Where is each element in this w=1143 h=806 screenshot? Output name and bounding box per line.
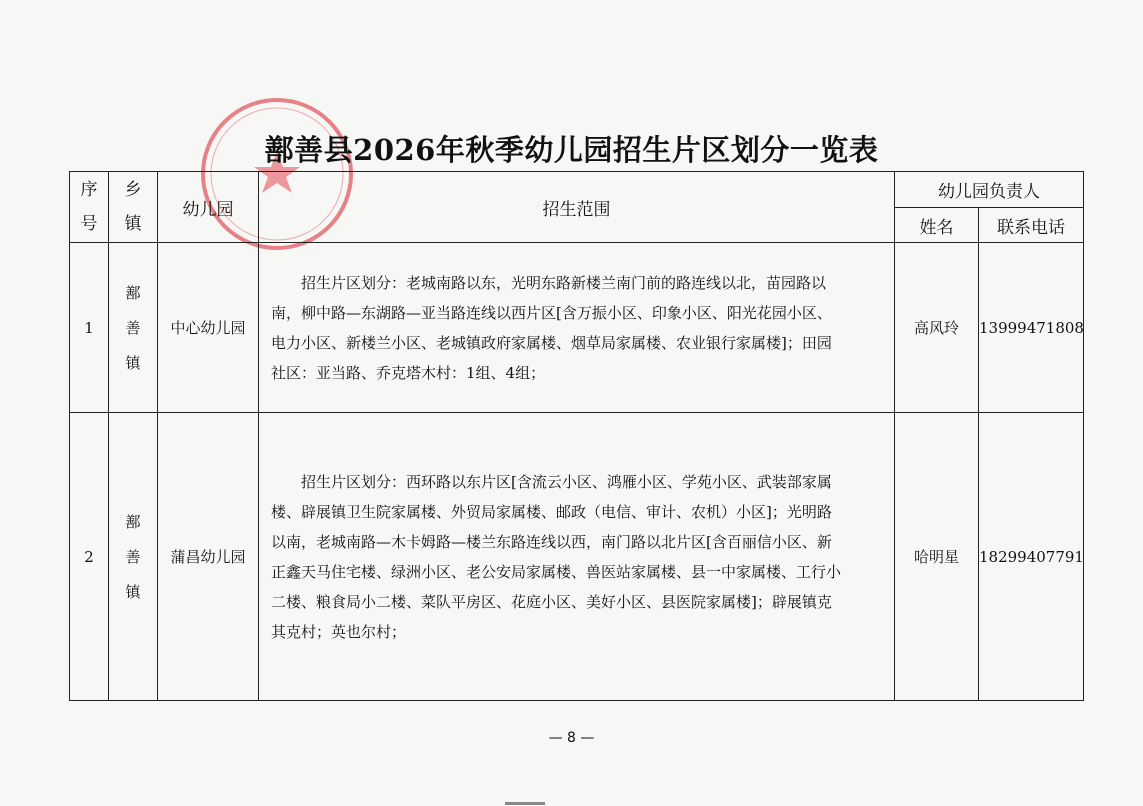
range-line: 正鑫天马住宅楼、绿洲小区、老公安局家属楼、兽医站家属楼、县一中家属楼、工行小 xyxy=(271,562,842,581)
range-line-text: 招生片区划分：老城南路以东，光明东路新楼兰南门前的路连线以北，苗园路以 xyxy=(301,273,827,292)
row-range xyxy=(259,413,895,701)
row-kindergarten: 蒲昌幼儿园 xyxy=(158,413,259,701)
table-row xyxy=(70,243,1084,413)
range-line-text: 招生片区划分：西环路以东片区[含流云小区、鸿雁小区、学苑小区、武装部家属 xyxy=(301,472,832,491)
range-line: 其克村；英也尔村； xyxy=(271,622,407,641)
header-director-group: 幼儿园负责人 xyxy=(895,172,1084,208)
row-town-char: 善 xyxy=(125,319,141,337)
range-line: 二楼、粮食局小二楼、菜队平房区、花庭小区、美好小区、县医院家属楼]；辟展镇克 xyxy=(271,592,832,611)
header-seq xyxy=(70,172,109,243)
page-title: 鄯善县2026年秋季幼儿园招生片区划分一览表 xyxy=(264,133,879,167)
page-number: — 8 — xyxy=(548,730,595,746)
header-phone: 联系电话 xyxy=(979,208,1084,243)
row-range xyxy=(259,243,895,413)
row-town-char: 善 xyxy=(125,548,141,566)
scan-artifact xyxy=(505,802,545,805)
row-seq: 2 xyxy=(70,413,109,701)
range-line: 社区：亚当路、乔克塔木村：1组、4组； xyxy=(271,363,546,382)
header-town-bottom: 镇 xyxy=(124,214,142,234)
header-range: 招生范围 xyxy=(259,172,895,243)
row-kindergarten: 中心幼儿园 xyxy=(158,243,259,413)
row-town-char: 鄯 xyxy=(125,284,141,302)
header-name: 姓名 xyxy=(895,208,979,243)
row-town-char: 镇 xyxy=(125,354,141,372)
row-phone: 13999471808 xyxy=(979,243,1084,413)
header-town xyxy=(109,172,158,243)
range-line xyxy=(271,467,882,497)
header-row-1 xyxy=(70,172,1084,208)
row-director: 高风玲 xyxy=(895,243,979,413)
table-row xyxy=(70,413,1084,701)
range-line: 南，柳中路—东湖路—亚当路连线以西片区[含万振小区、印象小区、阳光花园小区、 xyxy=(271,303,832,322)
header-town-top: 乡 xyxy=(124,180,142,200)
enrollment-table xyxy=(69,171,1084,701)
header-seq-bottom: 号 xyxy=(80,214,98,234)
range-line: 楼、辟展镇卫生院家属楼、外贸局家属楼、邮政（电信、审计、农机）小区]；光明路 xyxy=(271,502,832,521)
range-line: 电力小区、新楼兰小区、老城镇政府家属楼、烟草局家属楼、农业银行家属楼]；田园 xyxy=(271,333,832,352)
row-town xyxy=(109,413,158,701)
row-seq: 1 xyxy=(70,243,109,413)
header-seq-top: 序 xyxy=(80,180,98,200)
row-town-char: 鄯 xyxy=(125,513,141,531)
row-phone: 18299407791 xyxy=(979,413,1084,701)
range-line: 以南，老城南路—木卡姆路—楼兰东路连线以西，南门路以北片区[含百丽信小区、新 xyxy=(271,532,832,551)
row-town xyxy=(109,243,158,413)
range-line xyxy=(271,268,882,298)
header-kindergarten: 幼儿园 xyxy=(158,172,259,243)
row-town-char: 镇 xyxy=(125,583,141,601)
row-director: 哈明星 xyxy=(895,413,979,701)
